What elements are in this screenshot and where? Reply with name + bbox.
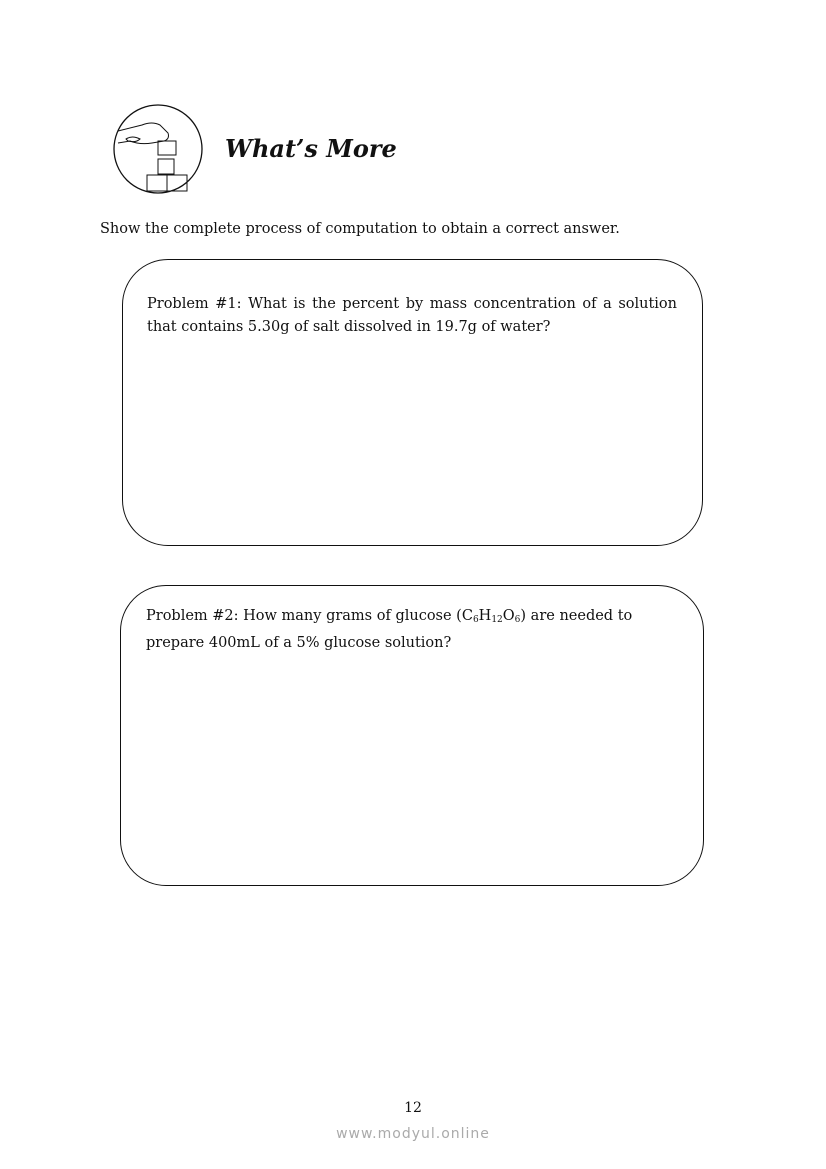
section-title: What’s More — [225, 134, 397, 163]
problem-2-text — [146, 605, 681, 655]
subscript: 12 — [491, 615, 503, 625]
subscript: 6 — [514, 615, 521, 625]
page-number: 12 — [404, 1100, 422, 1116]
hand-stacking-blocks-icon — [112, 103, 204, 195]
problem-2-text-start: Problem #2: How many grams of glucose (C — [146, 608, 473, 624]
subscript: 6 — [472, 615, 479, 625]
problem-2-text-end: ) are needed to prepare 400mL of a 5% glucose solution? — [146, 608, 633, 651]
element-h: H — [478, 608, 492, 624]
element-o: O — [502, 608, 515, 624]
problem-1-text: Problem #1: What is the percent by mass concentration of a solution that contains 5.30g of salt dissolved in 19.7g of water? — [147, 296, 677, 335]
watermark: www.modyul.online — [336, 1126, 490, 1142]
instruction-text: Show the complete process of computation to obtain a correct answer. — [100, 221, 620, 237]
